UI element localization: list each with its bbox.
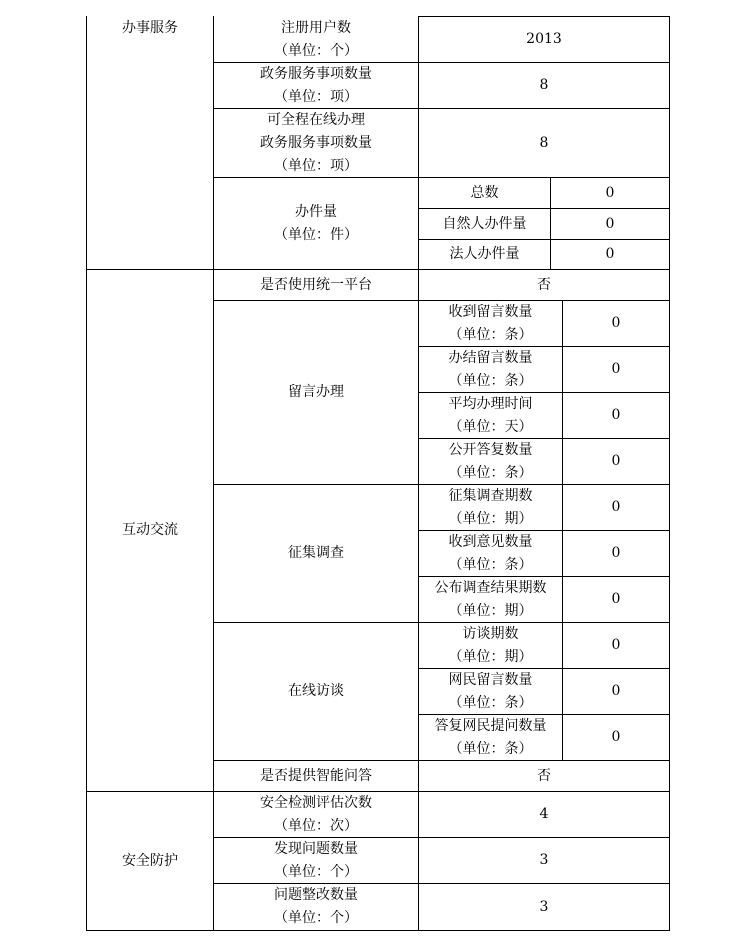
interview-periods-value: 0 xyxy=(611,637,621,653)
messages-closed-label: 办结留言数量 （单位：条） xyxy=(448,349,533,389)
fixed-value: 3 xyxy=(539,898,549,915)
smart-qa-value: 否 xyxy=(537,767,551,784)
messages-avg-time-value: 0 xyxy=(611,407,621,423)
online-value: 8 xyxy=(539,134,549,151)
issues-value: 3 xyxy=(539,852,549,868)
assessments-label: 安全检测评估次数 （单位：次） xyxy=(260,794,372,834)
messages-label: 留言办理 xyxy=(288,384,344,400)
interview-answers-value: 0 xyxy=(611,729,621,745)
matters-value: 8 xyxy=(539,77,549,93)
section-interaction: 互动交流 xyxy=(122,522,178,538)
assessments-value: 4 xyxy=(539,806,549,822)
survey-label: 征集调查 xyxy=(288,545,344,561)
handled-legal-label: 法人办件量 xyxy=(449,246,520,262)
handled-total-label: 总数 xyxy=(470,184,499,201)
issues-label: 发现问题数量 （单位：个） xyxy=(274,840,358,880)
platform-label: 是否使用统一平台 xyxy=(260,276,372,293)
interview-periods-label: 访谈期数 （单位：期） xyxy=(448,625,533,665)
survey-results-label: 公布调查结果期数 （单位：期） xyxy=(434,579,547,619)
messages-public-label: 公开答复数量 （单位：条） xyxy=(448,441,533,481)
section-service: 办事服务 xyxy=(122,20,178,36)
interview-netizen-label: 网民留言数量 （单位：条） xyxy=(448,671,533,711)
smart-qa-label: 是否提供智能问答 xyxy=(260,767,372,784)
survey-opinions-value: 0 xyxy=(611,545,621,561)
matters-label: 政务服务事项数量 （单位：项） xyxy=(260,65,372,105)
survey-periods-label: 征集调查期数 （单位：期） xyxy=(448,487,533,527)
handled-label: 办件量 （单位：件） xyxy=(274,203,358,243)
handled-natural-label: 自然人办件量 xyxy=(442,215,527,232)
messages-closed-value: 0 xyxy=(611,361,621,377)
messages-received-value: 0 xyxy=(611,315,621,331)
users-value: 2013 xyxy=(526,31,562,47)
platform-value: 否 xyxy=(537,276,551,293)
handled-legal-value: 0 xyxy=(605,246,615,262)
users-label: 注册用户数 （单位：个） xyxy=(274,19,358,59)
survey-periods-value: 0 xyxy=(611,499,621,515)
survey-opinions-label: 收到意见数量 （单位：条） xyxy=(448,533,533,573)
messages-received-label: 收到留言数量 （单位：条） xyxy=(448,303,533,343)
survey-results-value: 0 xyxy=(611,591,621,607)
interview-label: 在线访谈 xyxy=(288,683,344,699)
interview-netizen-value: 0 xyxy=(611,683,621,699)
online-label: 可全程在线办理 政务服务事项数量 （单位：项） xyxy=(260,111,372,174)
handled-total-value: 0 xyxy=(605,184,615,201)
section-security: 安全防护 xyxy=(122,852,178,869)
interview-answers-label: 答复网民提问数量 （单位：条） xyxy=(434,717,547,757)
messages-avg-time-label: 平均办理时间 （单位：天） xyxy=(448,395,533,435)
messages-public-value: 0 xyxy=(611,453,621,469)
handled-natural-value: 0 xyxy=(605,215,615,232)
fixed-label: 问题整改数量 （单位：个） xyxy=(274,887,358,926)
